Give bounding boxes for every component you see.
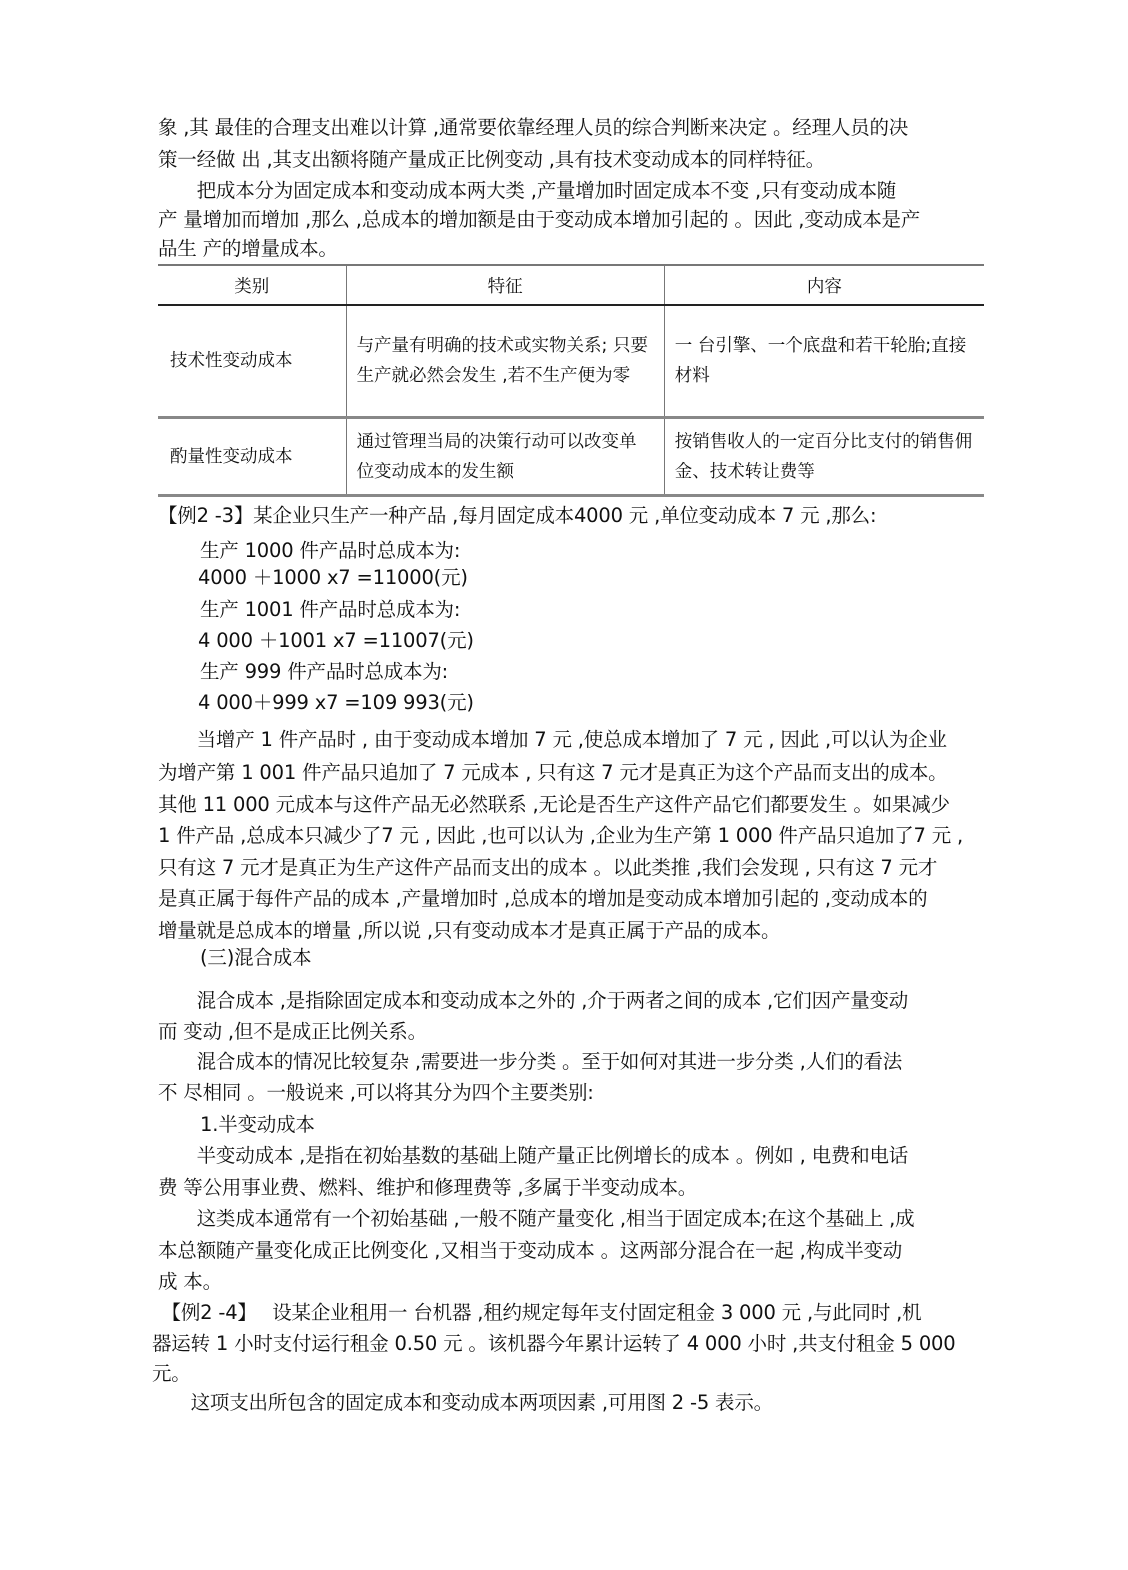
subheading: 1.半变动成本 bbox=[200, 1113, 315, 1136]
text-line: 为增产第 1 001 件产品只追加了 7 元成本 , 只有这 7 元才是真正为这个产品而支出的成本。 bbox=[158, 761, 948, 784]
example-line: 元。 bbox=[152, 1362, 191, 1385]
text-line: 混合成本 ,是指除固定成本和变动成本之外的 ,介于两者之间的成本 ,它们因产量变动 bbox=[158, 989, 909, 1012]
example-title: 【例2 -3】某企业只生产一种产品 ,每月固定成本4000 元 ,单位变动成本 7 元 ,那么: bbox=[158, 504, 877, 527]
example-line: 器运转 1 小时支付运行租金 0.50 元 。该机器今年累计运转了 4 000 小时 ,共支付租金 5 000 bbox=[152, 1332, 956, 1355]
header-feature: 特征 bbox=[346, 265, 664, 305]
cell-feature: 通过管理当局的决策行动可以改变单位变动成本的发生额 bbox=[346, 418, 664, 496]
header-category: 类别 bbox=[158, 265, 346, 305]
text-line: 策一经做 出 ,其支出额将随产量成正比例变动 ,具有技术变动成本的同样特征。 bbox=[158, 148, 825, 171]
text-line: 费 等公用事业费、燃料、维护和修理费等 ,多属于半变动成本。 bbox=[158, 1176, 698, 1199]
calc-line: 4 000＋999 x7 =109 993(元) bbox=[198, 691, 474, 714]
table-row bbox=[158, 418, 984, 496]
calc-line: 生产 1000 件产品时总成本为: bbox=[200, 539, 461, 562]
text-line: 只有这 7 元才是真正为生产这件产品而支出的成本 。以此类推 ,我们会发现 , 只有这 7 元才 bbox=[158, 856, 938, 879]
section-heading: (三)混合成本 bbox=[200, 946, 312, 969]
text-line: 混合成本的情况比较复杂 ,需要进一步分类 。至于如何对其进一步分类 ,人们的看法 bbox=[158, 1050, 903, 1073]
text-line: 本总额随产量变化成正比例变化 ,又相当于变动成本 。这两部分混合在一起 ,构成半变动 bbox=[158, 1239, 903, 1262]
cell-content: 一 台引擎、一个底盘和若干轮胎;直接材料 bbox=[664, 305, 984, 418]
text-line: 不 尽相同 。一般说来 ,可以将其分为四个主要类别: bbox=[158, 1081, 594, 1104]
text-line: 品生 产的增量成本。 bbox=[158, 237, 338, 260]
variable-cost-table bbox=[158, 264, 984, 497]
text-line: 成 本。 bbox=[158, 1270, 222, 1293]
table-row bbox=[158, 305, 984, 418]
text-line: 是真正属于每件产品的成本 ,产量增加时 ,总成本的增加是变动成本增加引起的 ,变动成本的 bbox=[158, 887, 928, 910]
text-line: 其他 11 000 元成本与这件产品无必然联系 ,无论是否生产这件产品它们都要发生 。如果减少 bbox=[158, 793, 950, 816]
calc-line: 4000 ＋1000 x7 =11000(元) bbox=[198, 566, 468, 589]
text-line: 半变动成本 ,是指在初始基数的基础上随产量正比例增长的成本 。例如 , 电费和电话 bbox=[158, 1144, 909, 1167]
text-line: 产 量增加而增加 ,那么 ,总成本的增加额是由于变动成本增加引起的 。因此 ,变动成本是产 bbox=[158, 208, 921, 231]
cell-category: 技术性变动成本 bbox=[158, 305, 346, 418]
text-line: 把成本分为固定成本和变动成本两大类 ,产量增加时固定成本不变 ,只有变动成本随 bbox=[158, 179, 897, 202]
example-line: 【例2 -4】 设某企业租用一 台机器 ,租约规定每年支付固定租金 3 000 元 ,与此同时 ,机 bbox=[152, 1301, 922, 1324]
text-line: 而 变动 ,但不是成正比例关系。 bbox=[158, 1020, 427, 1043]
table-header-row bbox=[158, 265, 984, 305]
text-line: 1 件产品 ,总成本只减少了7 元 , 因此 ,也可以认为 ,企业为生产第 1 000 件产品只追加了7 元 , bbox=[158, 824, 964, 847]
cell-content: 按销售收人的一定百分比支付的销售佣金、技术转让费等 bbox=[664, 418, 984, 496]
text-line: 这类成本通常有一个初始基础 ,一般不随产量变化 ,相当于固定成本;在这个基础上 ,成 bbox=[158, 1207, 915, 1230]
calc-line: 生产 1001 件产品时总成本为: bbox=[200, 598, 461, 621]
calc-line: 4 000 ＋1001 x7 =11007(元) bbox=[198, 629, 474, 652]
text-line: 象 ,其 最佳的合理支出难以计算 ,通常要依靠经理人员的综合判断来决定 。经理人员的决 bbox=[158, 116, 909, 139]
cell-feature: 与产量有明确的技术或实物关系; 只要生产就必然会发生 ,若不生产便为零 bbox=[346, 305, 664, 418]
header-content: 内容 bbox=[664, 265, 984, 305]
text-line: 增量就是总成本的增量 ,所以说 ,只有变动成本才是真正属于产品的成本。 bbox=[158, 919, 781, 942]
example-line: 这项支出所包含的固定成本和变动成本两项因素 ,可用图 2 -5 表示。 bbox=[152, 1391, 773, 1414]
text-line: 当增产 1 件产品时 , 由于变动成本增加 7 元 ,使总成本增加了 7 元 , 因此 ,可以认为企业 bbox=[158, 728, 947, 751]
cell-category: 酌量性变动成本 bbox=[158, 418, 346, 496]
calc-line: 生产 999 件产品时总成本为: bbox=[200, 660, 448, 683]
